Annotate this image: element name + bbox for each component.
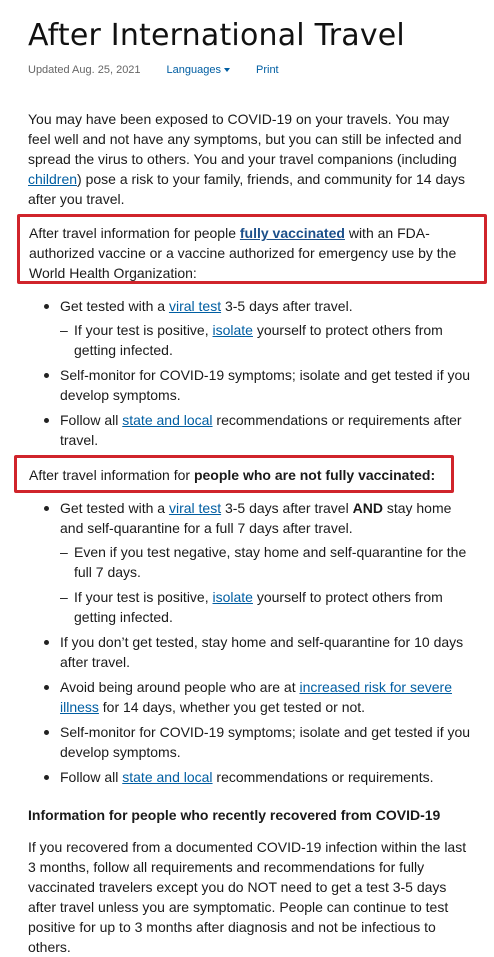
- list-item: Get tested with a viral test 3-5 days after travel. – If your test is positive, isolate yourself to protect others from getting infected.: [42, 296, 472, 360]
- list-item: If you don’t get tested, stay home and self-quarantine for 10 days after travel.: [42, 632, 472, 672]
- children-link[interactable]: children: [28, 171, 78, 187]
- print-link[interactable]: Print: [256, 64, 279, 76]
- list-item: Get tested with a viral test 3-5 days after travel AND stay home and self-quarantine for a full 7 days after travel. – Even if you test negative, stay home and self-quarantine for the full 7 days. – If your test is positive, isolate yourself to protect others from getting infected.: [42, 498, 472, 627]
- vaccinated-list: [42, 296, 472, 455]
- unvaccinated-intro: After travel information for people who are not fully vaccinated:: [29, 467, 436, 483]
- list-item: Follow all state and local recommendations or requirements after travel.: [42, 410, 472, 450]
- recovered-heading: Information for people who recently recovered from COVID-19: [28, 807, 441, 823]
- sub-list-item: – Even if you test negative, stay home and self-quarantine for the full 7 days.: [60, 542, 472, 582]
- list-item: Self-monitor for COVID-19 symptoms; isolate and get tested if you develop symptoms.: [42, 365, 472, 405]
- highlight-box-unvaccinated: [14, 455, 454, 493]
- fully-vaccinated-link[interactable]: fully vaccinated: [239, 225, 345, 241]
- list-item: Self-monitor for COVID-19 symptoms; isolate and get tested if you develop symptoms.: [42, 722, 472, 762]
- isolate-link[interactable]: isolate: [212, 322, 253, 338]
- languages-label: Languages: [166, 64, 221, 76]
- isolate-link[interactable]: isolate: [212, 589, 253, 605]
- page-meta: [28, 64, 279, 76]
- sub-list-item: – If your test is positive, isolate yourself to protect others from getting infected.: [60, 587, 472, 627]
- sub-list-item: – If your test is positive, isolate yourself to protect others from getting infected.: [60, 320, 472, 360]
- intro-paragraph: You may have been exposed to COVID-19 on your travels. You may feel well and not have any symptoms, but you can still be infected and spread the virus to others. You and your travel companions (including children) pose a risk to your family, friends, and community for 14 days after you travel.: [28, 111, 466, 207]
- languages-dropdown[interactable]: [167, 64, 230, 76]
- viral-test-link[interactable]: viral test: [168, 500, 222, 516]
- updated-date: Updated Aug. 25, 2021: [28, 64, 141, 76]
- page-title: After International Travel: [28, 18, 405, 53]
- unvaccinated-list: [42, 498, 472, 792]
- state-and-local-link[interactable]: state and local: [122, 769, 213, 785]
- state-and-local-link[interactable]: state and local: [122, 412, 213, 428]
- list-item: Avoid being around people who are at increased risk for severe illness for 14 days, whether you get tested or not.: [42, 677, 472, 717]
- vaccinated-intro: After travel information for people fully vaccinated with an FDA-authorized vaccine or a vaccine authorized for emergency use by the World Health Organization:: [29, 225, 457, 281]
- chevron-down-icon: [224, 68, 230, 72]
- increased-risk-link[interactable]: increased risk for severe illness: [60, 679, 452, 715]
- list-item: Follow all state and local recommendations or requirements.: [42, 767, 472, 787]
- highlight-box-vaccinated: [17, 214, 487, 284]
- viral-test-link[interactable]: viral test: [168, 298, 222, 314]
- recovered-paragraph: If you recovered from a documented COVID-19 infection within the last 3 months, follow all requirements and recommendations for fully vaccinated travelers except you do NOT need to get a test 3-5 days after travel unless you are symptomatic. People can continue to test positive for up to 3 months after diagnosis and not be infectious to others.: [28, 839, 467, 955]
- sub-list: [60, 542, 472, 627]
- sub-list: [60, 320, 472, 360]
